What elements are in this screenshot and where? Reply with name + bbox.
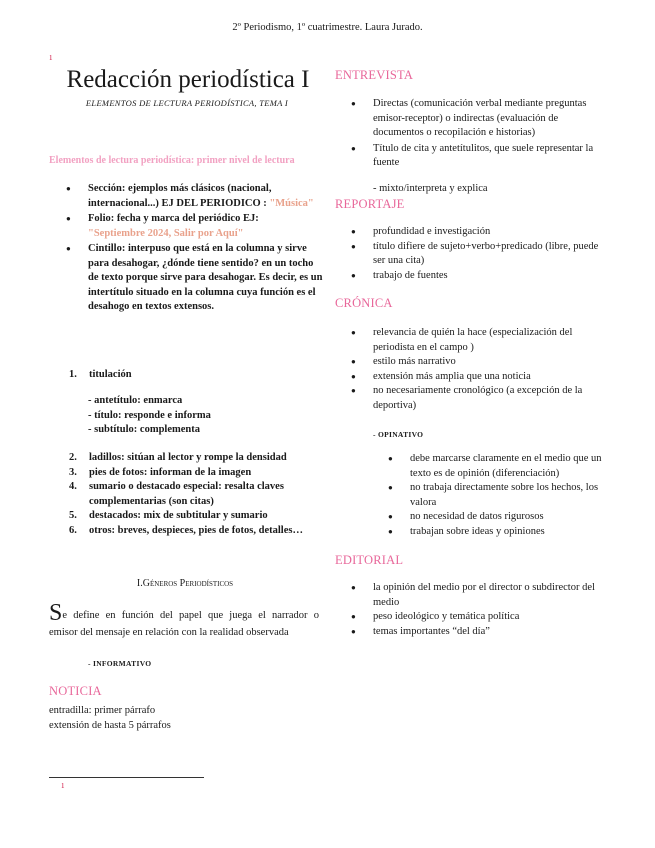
generos-paragraph xyxy=(49,602,319,641)
sub-item: - antetítulo: enmarca xyxy=(88,395,183,406)
document-title: Redacción periodística I xyxy=(66,66,310,93)
item-number: 3. xyxy=(69,466,77,478)
numbered-list xyxy=(69,451,319,538)
bullet-text: : fecha y marca del periódico EJ: xyxy=(110,213,259,224)
reportaje-bullet-list xyxy=(373,225,608,283)
item-number: 2. xyxy=(69,452,77,463)
numbered-item xyxy=(69,509,319,524)
numbered-item xyxy=(69,524,319,539)
bullet-cintillo xyxy=(88,242,323,315)
cronica-bullet-list xyxy=(373,326,608,413)
bullet-item: ● estilo más narrativo xyxy=(373,355,608,370)
cronica-heading: CRÓNICA xyxy=(335,296,393,310)
page-header: 2º Periodismo, 1º cuatrimestre. Laura Jurado. xyxy=(232,22,423,33)
item-text: destacados: mix de subtitular y sumario xyxy=(89,510,268,521)
bullet-item: ● Título de cita y antetítulitos, que suele representar la fuente xyxy=(373,142,608,171)
opinativo-bullet-list xyxy=(410,452,610,539)
bullet-item: ● peso ideológico y temática política xyxy=(373,610,608,625)
bullet-seccion xyxy=(88,182,323,211)
section-heading-lectura: Elementos de lectura periodística: primer nivel de lectura xyxy=(49,155,295,166)
bullet-text: : ejemplos más clásicos (nacional, internacional...) EJ DEL PERIODICO : xyxy=(88,183,272,209)
informativo-label: - INFORMATIVO xyxy=(88,659,152,668)
document-subtitle: ELEMENTOS DE LECTURA PERIODÍSTICA, TEMA I xyxy=(85,98,289,108)
editorial-bullet-list xyxy=(373,581,608,639)
bullet-text: : interpuso que está en la columna y sirve para desahogar, ¿dónde tiene sentido? en un tocho de texto porque sirve para desahogar. Es decir, es un intertítulo situado en la columna cuya función es el desahogo en textos extensos. xyxy=(88,243,323,312)
bullet-item: ● extensión más amplia que una noticia xyxy=(373,370,608,385)
bullet-folio xyxy=(88,212,323,241)
item-number: 1. xyxy=(69,369,77,380)
bullet-item: ● la opinión del medio por el director o subdirector del medio xyxy=(373,581,608,610)
bullet-item: ● no trabaja directamente sobre los hechos, los valora xyxy=(410,481,610,510)
dropcap: S xyxy=(49,600,63,626)
bullet-label: Sección xyxy=(88,183,122,194)
bullet-example: "Septiembre 2024, Salir por Aquí" xyxy=(88,227,244,239)
reportaje-heading: REPORTAJE xyxy=(335,197,405,211)
numbered-item xyxy=(69,480,319,509)
noticia-line: entradilla: primer párrafo xyxy=(49,705,156,716)
item-text: otros: breves, despieces, pies de fotos, detalles… xyxy=(89,524,303,536)
bullet-item: ● profundidad e investigación xyxy=(373,225,608,240)
numbered-item xyxy=(69,451,319,466)
noticia-heading: NOTICIA xyxy=(49,684,102,698)
item-number: 4. xyxy=(69,481,77,492)
bullet-item: ● título difiere de sujeto+verbo+predicado (libre, puede ser una cita) xyxy=(373,240,608,269)
bullet-label: Cintillo xyxy=(88,243,122,254)
bullet-item: ● no necesidad de datos rigurosos xyxy=(410,510,610,525)
footnote-separator xyxy=(49,777,204,778)
bullet-label: Folio xyxy=(88,213,111,224)
bullet-item: ● Directas (comunicación verbal mediante preguntas emisor-receptor) o indirectas (evaluación de documentos o recopilación e historias) xyxy=(373,97,608,141)
bullet-item: ● debe marcarse claramente en el medio que un texto es de opinión (diferenciación) xyxy=(410,452,610,481)
bullet-example: "Música" xyxy=(269,197,314,209)
item-text: pies de fotos: informan de la imagen xyxy=(89,466,252,478)
generos-heading: I.Géneros Periodísticos xyxy=(136,578,234,589)
editorial-heading: EDITORIAL xyxy=(335,553,404,567)
sub-item: - título: responde e informa xyxy=(88,409,211,421)
sub-item: - subtítulo: complementa xyxy=(88,424,200,435)
item-number: 5. xyxy=(69,510,77,521)
entrevista-note: - mixto/interpreta y explica xyxy=(373,183,488,194)
item-text: ladillos: sitúan al lector y rompe la densidad xyxy=(89,452,287,463)
generos-text-second: emisor del mensaje en relación con la realidad observada xyxy=(49,627,289,638)
bullet-item: ● no necesariamente cronológico (a excepción de la deportiva) xyxy=(373,384,608,413)
noticia-lines xyxy=(49,704,171,733)
footnote-marker-bottom: 1 xyxy=(61,782,65,790)
numbered-item-1 xyxy=(69,368,269,383)
item-text: sumario o destacado especial: resalta claves complementarias (son citas) xyxy=(89,481,284,507)
numbered-item xyxy=(69,466,319,481)
generos-text-first: e define en función del papel que juega el narrador o xyxy=(62,609,319,621)
noticia-line: extensión de hasta 5 párrafos xyxy=(49,719,171,731)
footnote-marker-top: 1 xyxy=(49,54,53,62)
lectura-bullet-list xyxy=(88,182,323,315)
bullet-item: ● trabajan sobre ideas y opiniones xyxy=(410,525,610,540)
opinativo-label: - OPINATIVO xyxy=(373,430,424,439)
bullet-item: ● temas importantes “del día” xyxy=(373,625,608,640)
entrevista-heading: ENTREVISTA xyxy=(335,68,414,82)
item-text: titulación xyxy=(89,369,132,380)
item-number: 6. xyxy=(69,524,77,536)
entrevista-bullet-list xyxy=(373,97,608,171)
titulacion-sub-list xyxy=(88,394,318,438)
bullet-item: ● relevancia de quién la hace (especialización del periodista en el campo ) xyxy=(373,326,608,355)
bullet-item: ● trabajo de fuentes xyxy=(373,269,608,284)
